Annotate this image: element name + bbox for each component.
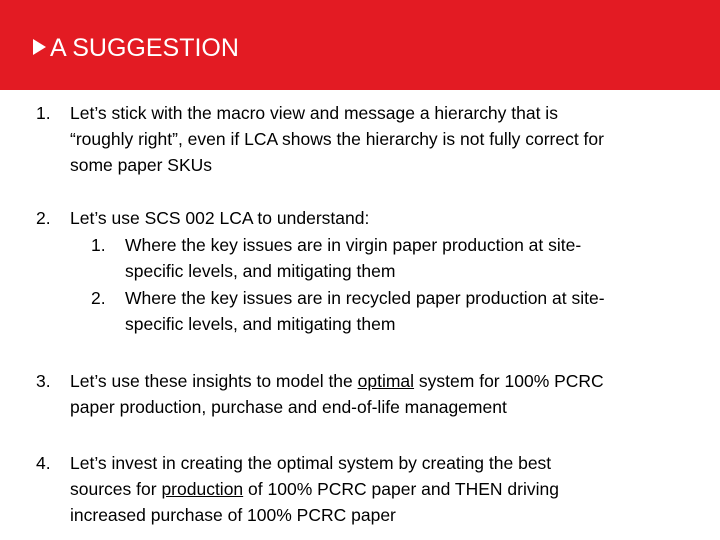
- list-number: 2.: [36, 208, 51, 228]
- sub-list-text-line: specific levels, and mitigating them: [125, 314, 396, 334]
- text-segment: system for 100% PCRC: [414, 371, 604, 391]
- list-text-line: Let’s invest in creating the optimal system by creating the best: [70, 453, 552, 473]
- sub-list-text-line: Where the key issues are in recycled paper production at site-: [125, 288, 605, 308]
- slide-title: A SUGGESTION: [50, 34, 239, 62]
- list-text-line: [70, 369, 604, 394]
- sub-list-number: 1.: [91, 235, 106, 255]
- sub-list-text-line: Where the key issues are in virgin paper production at site-: [125, 235, 582, 255]
- list-number: 4.: [36, 453, 51, 473]
- list-text-line: paper production, purchase and end-of-life management: [70, 397, 507, 417]
- list-text-line: some paper SKUs: [70, 155, 213, 175]
- sub-list-text-line: specific levels, and mitigating them: [125, 261, 396, 281]
- list-text-line: “roughly right”, even if LCA shows the hierarchy is not fully correct for: [70, 129, 604, 149]
- text-segment: sources for: [70, 479, 162, 499]
- list-text-line: Let’s stick with the macro view and message a hierarchy that is: [70, 103, 558, 123]
- text-segment: of 100% PCRC paper and THEN driving: [243, 479, 559, 499]
- sub-list-number: 2.: [91, 288, 106, 308]
- list-text-line: Let’s use SCS 002 LCA to understand:: [70, 208, 370, 228]
- text-segment: Let’s use these insights to model the: [70, 371, 358, 391]
- list-number: 3.: [36, 371, 51, 391]
- underlined-word: optimal: [357, 371, 415, 391]
- list-text-line: increased purchase of 100% PCRC paper: [70, 505, 396, 525]
- list-number: 1.: [36, 103, 51, 123]
- list-text-line: [70, 477, 559, 502]
- underlined-word: production: [161, 479, 244, 499]
